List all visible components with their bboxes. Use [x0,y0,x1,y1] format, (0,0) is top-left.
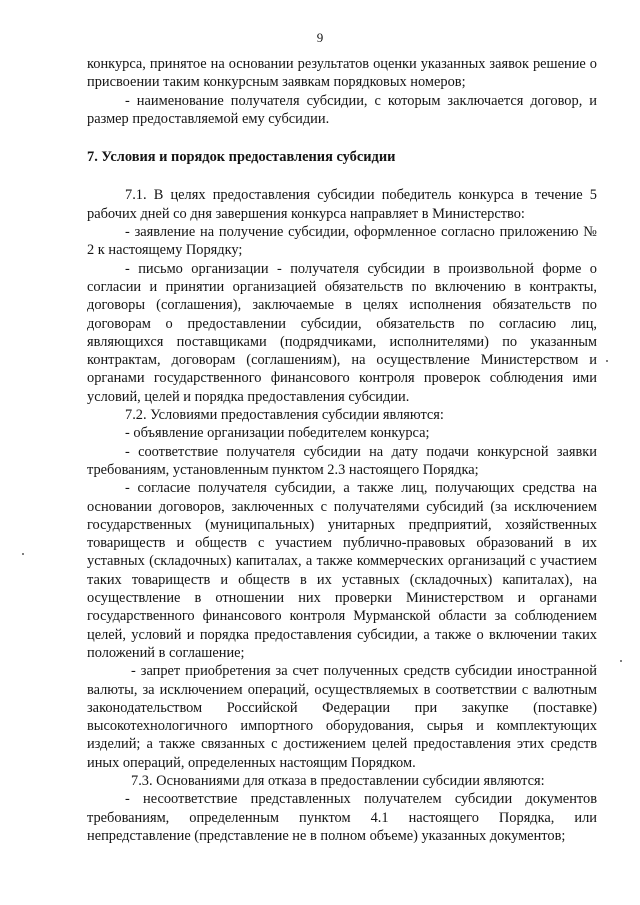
scan-speck [606,360,608,362]
section-heading: 7. Условия и порядок предоставления субсидии [87,149,396,166]
list-item: - согласие получателя субсидии, а также лиц, получающих средства на основании договоров, заключенных с получателями субсидий (за исключением государственных (муниципальных) унитарных предприятий, хозяйственных товариществ и обществ с участием публично-правовых образований в их уставных (складочных) капиталах, а также коммерческих организаций с участием таких товариществ и обществ в их уставных (складочных) капиталах), на осуществление в отношении них проверки Министерством и органами государственного финансового контроля Мурманской области за соблюдением целей, условий и порядка предоставления субсидии, а также о включении таких положений в соглашение; [87,480,597,661]
page-number: 9 [316,30,324,45]
list-item: - запрет приобретения за счет полученных средств субсидии иностранной валюты, за исключением операций, осуществляемых в соответствии с валютным законодательством Российской Федерации при закупке (поставке) высокотехнологичного импортного оборудования, сырья и комплектующих изделий; а также связанных с достижением целей предоставления этих средств иных операций, определенных настоящим Порядком. [87,663,597,771]
list-item: - объявление организации победителем конкурса; [125,425,430,442]
paragraph: 7.3. Основаниями для отказа в предоставлении субсидии являются: [131,772,545,789]
paragraph: 7.1. В целях предоставления субсидии победитель конкурса в течение 5 рабочих дней со дня завершения конкурса направляет в Министерство: [87,187,597,222]
list-item: - соответствие получателя субсидии на дату подачи конкурсной заявки требованиям, установленным пунктом 2.3 настоящего Порядка; [87,443,597,478]
list-item: - письмо организации - получателя субсидии в произвольной форме о согласии и принятии организацией обязательств по включению в контракты, договоры (соглашения), заключаемые в целях исполнения обязательств по договорам о предоставлении субсидии, обязательств по согласию лиц, являющихся поставщиками (подрядчиками, исполнителями) по указанным контрактам, договорам (соглашениям), на осуществление Министерством и органами государственного финансового контроля проверок соблюдения ими условий, целей и порядка предоставления субсидии. [87,260,597,405]
paragraph: конкурса, принятое на основании результатов оценки указанных заявок решение о присвоении таким конкурсным заявкам порядковых номеров; [87,56,597,91]
list-item: - несоответствие представленных получателем субсидии документов требованиям, определенным пунктом 4.1 настоящего Порядка, или непредставление (представление не в полном объеме) указанных документов; [87,791,597,844]
paragraph: - наименование получателя субсидии, с которым заключается договор, и размер предоставляемой ему субсидии. [87,92,597,127]
list-item: - заявление на получение субсидии, оформленное согласно приложению № 2 к настоящему Порядку; [87,224,597,259]
scan-speck [620,660,622,662]
paragraph: 7.2. Условиями предоставления субсидии являются: [125,407,444,424]
document-body [87,55,597,845]
scan-speck [22,553,24,555]
